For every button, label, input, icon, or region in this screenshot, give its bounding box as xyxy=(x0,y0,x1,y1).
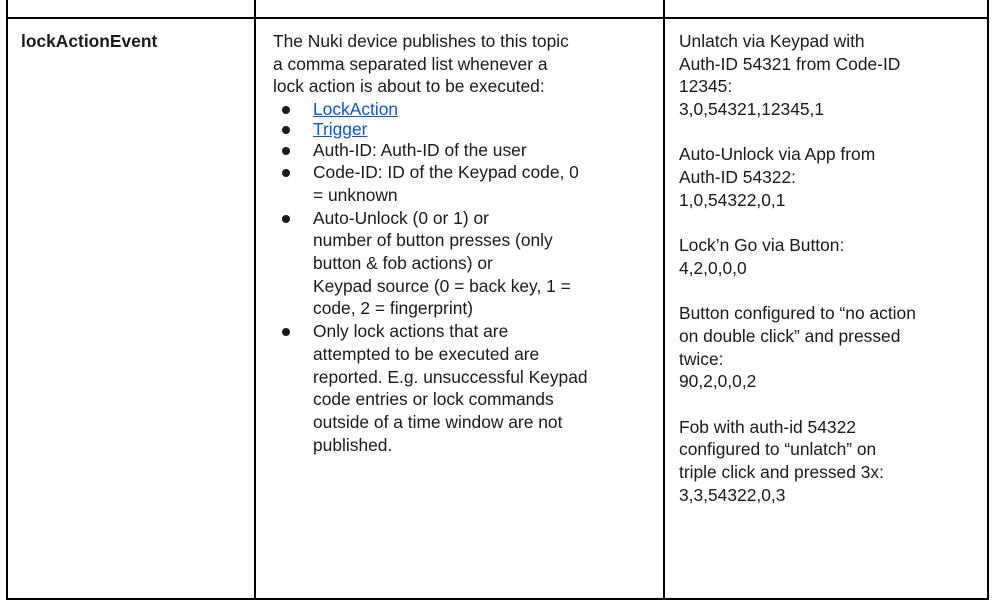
example-line: 4,2,0,0,0 xyxy=(679,257,747,278)
example-line: on double click” and pressed xyxy=(679,325,901,346)
list-item-line: number of button presses (only xyxy=(313,230,553,251)
list-item-line: Code-ID: ID of the Keypad code, 0 xyxy=(313,162,579,183)
example-line: Auth-ID 54321 from Code-ID xyxy=(679,53,901,74)
list-item-line: published. xyxy=(313,434,393,455)
description-cell xyxy=(273,30,588,456)
list-item xyxy=(273,118,588,138)
description-list xyxy=(273,98,588,456)
example-line: 3,3,54322,0,3 xyxy=(679,484,786,505)
example-line: triple click and pressed 3x: xyxy=(679,462,884,483)
row-divider xyxy=(6,17,989,19)
column-divider xyxy=(254,0,256,600)
example-line: Auto-Unlock via App from xyxy=(679,144,876,165)
list-item-line: reported. E.g. unsuccessful Keypad xyxy=(313,366,588,387)
list-item-line: Keypad source (0 = back key, 1 = xyxy=(313,275,571,296)
list-item-line: code entries or lock commands xyxy=(313,389,554,410)
example-block xyxy=(679,234,916,279)
example-line: 1,0,54322,0,1 xyxy=(679,189,786,210)
list-item-line: outside of a time window are not xyxy=(313,411,563,432)
example-line: 90,2,0,0,2 xyxy=(679,371,757,392)
list-item xyxy=(273,320,588,456)
list-item xyxy=(273,207,588,320)
bullet-icon xyxy=(282,215,290,223)
list-item xyxy=(273,161,588,206)
bullet-icon xyxy=(282,126,290,134)
bullet-icon xyxy=(282,169,290,177)
example-line: 3,0,54321,12345,1 xyxy=(679,99,825,120)
list-item-line: button & fob actions) or xyxy=(313,253,493,274)
examples-cell xyxy=(679,30,916,529)
bullet-icon xyxy=(282,147,290,155)
list-item-line: Auto-Unlock (0 or 1) or xyxy=(313,207,489,228)
list-item-line: Auth-ID: Auth-ID of the user xyxy=(313,139,527,160)
lockaction-link[interactable]: LockAction xyxy=(313,99,399,120)
example-block xyxy=(679,302,916,393)
example-block xyxy=(679,30,916,121)
list-item-line: code, 2 = fingerprint) xyxy=(313,298,473,319)
column-divider xyxy=(663,0,665,600)
description-intro xyxy=(273,30,588,98)
bullet-icon xyxy=(282,328,290,336)
example-line: twice: xyxy=(679,348,724,369)
example-block xyxy=(679,416,916,507)
description-line: lock action is about to be executed: xyxy=(273,76,545,97)
trigger-link[interactable]: Trigger xyxy=(313,119,368,140)
example-line: Lock’n Go via Button: xyxy=(679,235,845,256)
description-line: The Nuki device publishes to this topic xyxy=(273,31,569,51)
example-line: Unlatch via Keypad with xyxy=(679,31,865,51)
list-item-line: = unknown xyxy=(313,185,398,206)
list-item xyxy=(273,139,588,162)
example-line: Fob with auth-id 54322 xyxy=(679,416,856,437)
list-item xyxy=(273,98,588,118)
topic-name: lockActionEvent xyxy=(21,31,158,51)
example-block xyxy=(679,143,916,211)
example-line: Button configured to “no action xyxy=(679,303,916,324)
example-line: configured to “unlatch” on xyxy=(679,439,877,460)
list-item-line: Only lock actions that are xyxy=(313,321,509,342)
example-line: Auth-ID 54322: xyxy=(679,167,796,188)
example-line: 12345: xyxy=(679,76,733,97)
bullet-icon xyxy=(282,106,290,114)
description-line: a comma separated list whenever a xyxy=(273,53,548,74)
list-item-line: attempted to be executed are xyxy=(313,343,540,364)
